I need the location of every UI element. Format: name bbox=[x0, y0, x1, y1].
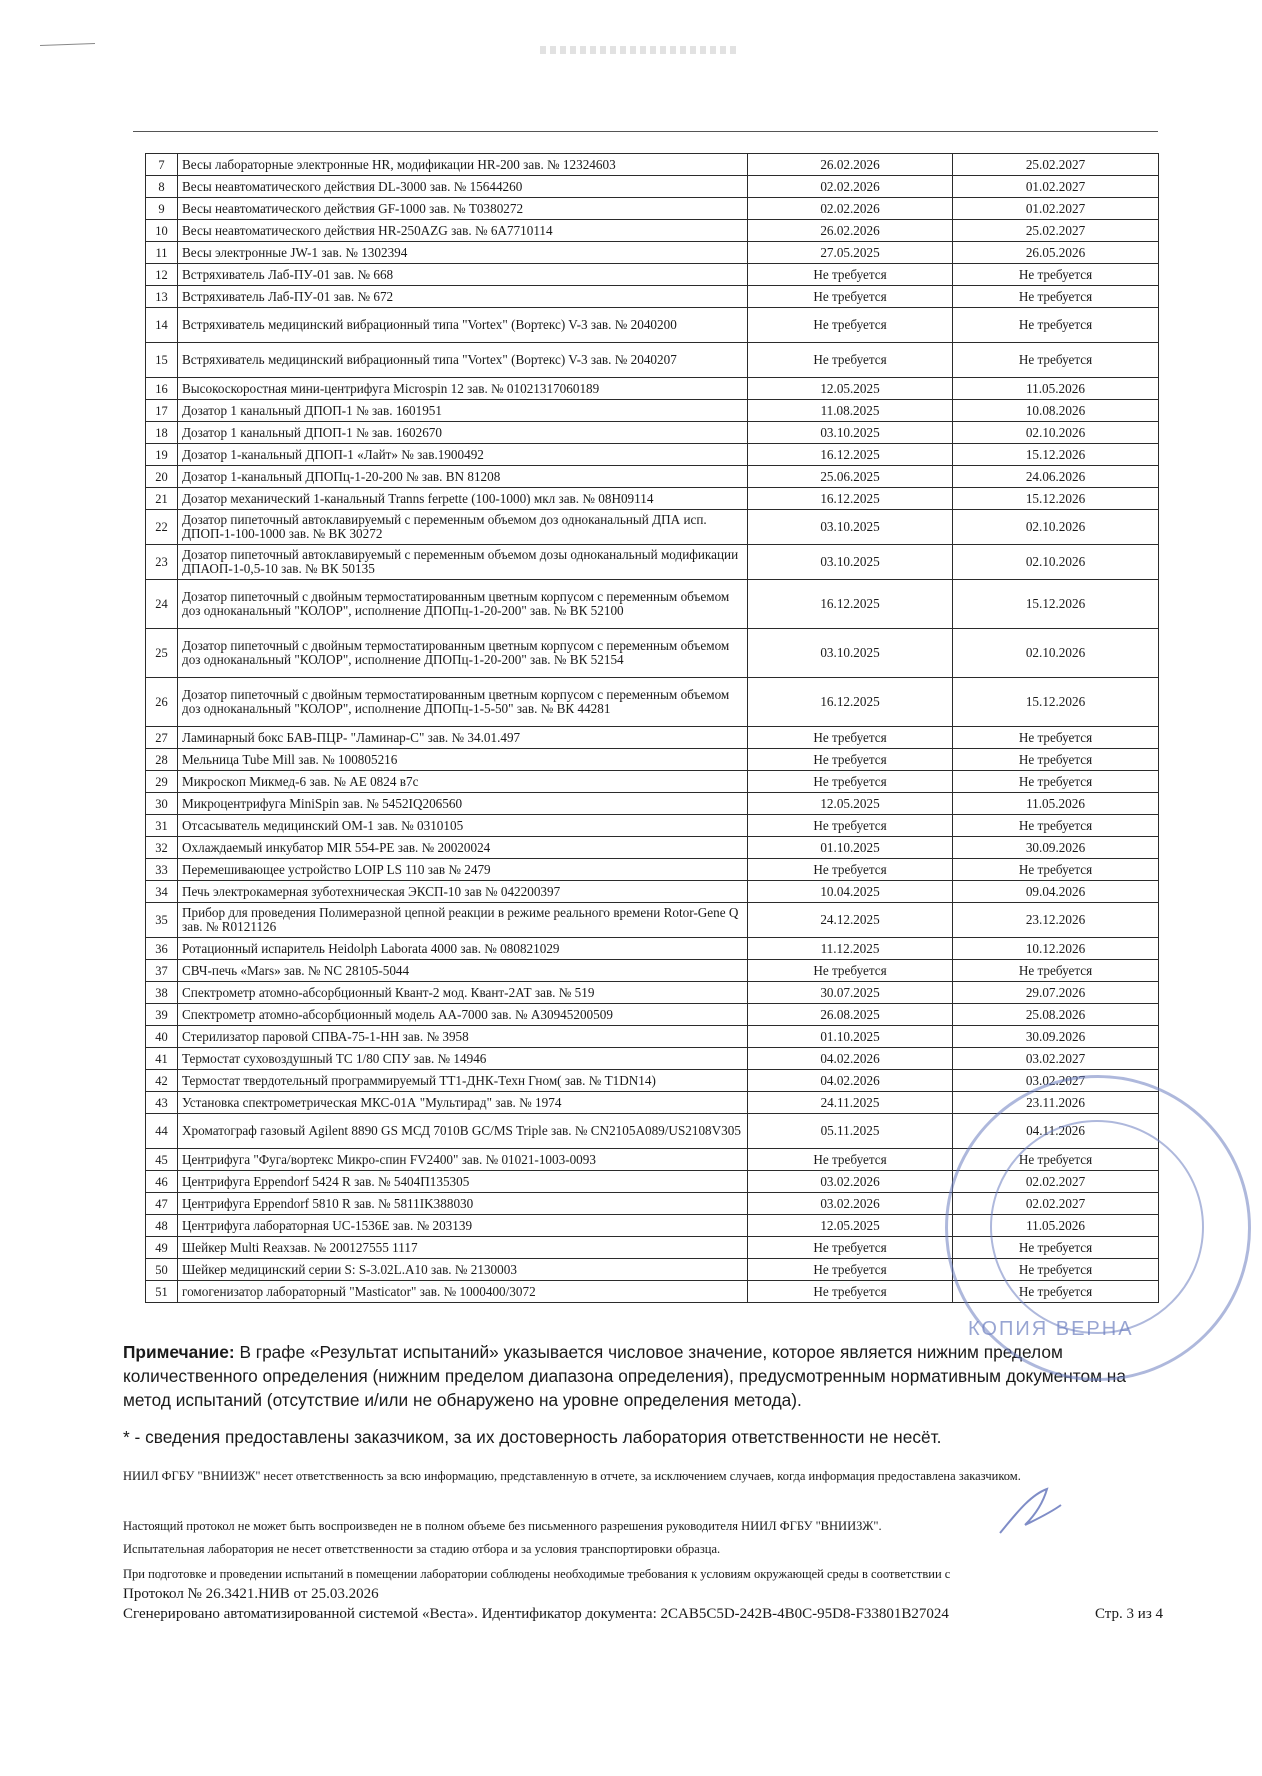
equipment-name: Центрифуга "Фуга/вортекс Микро-спин FV2400" зав. № 01021-1003-0093 bbox=[178, 1149, 748, 1171]
next-verification-date: 02.02.2027 bbox=[953, 1193, 1159, 1215]
equipment-name: Весы электронные JW-1 зав. № 1302394 bbox=[178, 242, 748, 264]
next-verification-date: Не требуется bbox=[953, 771, 1159, 793]
next-verification-date: Не требуется bbox=[953, 749, 1159, 771]
copy-stamp: КОПИЯ ВЕРНА bbox=[968, 1318, 1134, 1340]
verification-date: 05.11.2025 bbox=[748, 1114, 953, 1149]
verification-date: 11.12.2025 bbox=[748, 938, 953, 960]
table-row bbox=[146, 859, 1159, 881]
verification-date: 02.02.2026 bbox=[748, 176, 953, 198]
row-number: 39 bbox=[146, 1004, 178, 1026]
next-verification-date: 29.07.2026 bbox=[953, 982, 1159, 1004]
equipment-table bbox=[145, 153, 1159, 1303]
table-row bbox=[146, 982, 1159, 1004]
scan-artifact-blur bbox=[540, 46, 740, 54]
table-row bbox=[146, 510, 1159, 545]
row-number: 22 bbox=[146, 510, 178, 545]
equipment-name: Встряхиватель медицинский вибрационный типа "Vortex" (Вортекс) V-3 зав. № 2040200 bbox=[178, 308, 748, 343]
row-number: 10 bbox=[146, 220, 178, 242]
verification-date: 12.05.2025 bbox=[748, 378, 953, 400]
equipment-name: Шейкер Multi Reaxзав. № 200127555 1117 bbox=[178, 1237, 748, 1259]
equipment-name: Весы лабораторные электронные HR, модификации HR-200 зав. № 12324603 bbox=[178, 154, 748, 176]
table-row bbox=[146, 444, 1159, 466]
verification-date: Не требуется bbox=[748, 286, 953, 308]
equipment-name: Дозатор 1-канальный ДПОПц-1-20-200 № зав. BN 81208 bbox=[178, 466, 748, 488]
verification-date: 03.02.2026 bbox=[748, 1193, 953, 1215]
footer-line bbox=[123, 1606, 1163, 1623]
verification-date: 03.10.2025 bbox=[748, 545, 953, 580]
equipment-name: Микроскоп Микмед-6 зав. № AE 0824 в7с bbox=[178, 771, 748, 793]
row-number: 19 bbox=[146, 444, 178, 466]
equipment-name: Прибор для проведения Полимеразной цепной реакции в режиме реального времени Rotor-Gene Q зав. № R0121126 bbox=[178, 903, 748, 938]
table-row bbox=[146, 154, 1159, 176]
next-verification-date: 10.12.2026 bbox=[953, 938, 1159, 960]
next-verification-date: 11.05.2026 bbox=[953, 378, 1159, 400]
next-verification-date: Не требуется bbox=[953, 1149, 1159, 1171]
next-verification-date: 24.06.2026 bbox=[953, 466, 1159, 488]
row-number: 51 bbox=[146, 1281, 178, 1303]
table-row bbox=[146, 242, 1159, 264]
table-row bbox=[146, 837, 1159, 859]
verification-date: Не требуется bbox=[748, 308, 953, 343]
table-row bbox=[146, 176, 1159, 198]
table-row bbox=[146, 771, 1159, 793]
verification-date: Не требуется bbox=[748, 727, 953, 749]
verification-date: 26.02.2026 bbox=[748, 220, 953, 242]
table-row bbox=[146, 198, 1159, 220]
verification-date: 01.10.2025 bbox=[748, 1026, 953, 1048]
table-row bbox=[146, 466, 1159, 488]
table-row bbox=[146, 343, 1159, 378]
table-row bbox=[146, 378, 1159, 400]
equipment-name: Шейкер медицинский серии S: S-3.02L.A10 зав. № 2130003 bbox=[178, 1259, 748, 1281]
signature bbox=[995, 1485, 1065, 1540]
next-verification-date: 09.04.2026 bbox=[953, 881, 1159, 903]
verification-date: Не требуется bbox=[748, 749, 953, 771]
verification-date: 02.02.2026 bbox=[748, 198, 953, 220]
protocol-number: Протокол № 26.3421.НИВ от 25.03.2026 bbox=[123, 1586, 379, 1602]
equipment-name: Ламинарный бокс БАВ-ПЦР- "Ламинар-С" зав. № 34.01.497 bbox=[178, 727, 748, 749]
verification-date: 27.05.2025 bbox=[748, 242, 953, 264]
row-number: 37 bbox=[146, 960, 178, 982]
equipment-name: Стерилизатор паровой СПВА-75-1-НН зав. № 3958 bbox=[178, 1026, 748, 1048]
verification-date: 24.11.2025 bbox=[748, 1092, 953, 1114]
next-verification-date: 23.11.2026 bbox=[953, 1092, 1159, 1114]
verification-date: Не требуется bbox=[748, 1281, 953, 1303]
next-verification-date: 02.10.2026 bbox=[953, 545, 1159, 580]
verification-date: 26.02.2026 bbox=[748, 154, 953, 176]
next-verification-date: 03.02.2027 bbox=[953, 1070, 1159, 1092]
row-number: 33 bbox=[146, 859, 178, 881]
table-row bbox=[146, 1114, 1159, 1149]
next-verification-date: 25.02.2027 bbox=[953, 154, 1159, 176]
page-number: Стр. 3 из 4 bbox=[1095, 1606, 1163, 1622]
verification-date: Не требуется bbox=[748, 1259, 953, 1281]
row-number: 47 bbox=[146, 1193, 178, 1215]
next-verification-date: 02.10.2026 bbox=[953, 510, 1159, 545]
table-row bbox=[146, 1149, 1159, 1171]
table-row bbox=[146, 580, 1159, 629]
verification-date: 16.12.2025 bbox=[748, 444, 953, 466]
row-number: 36 bbox=[146, 938, 178, 960]
table-row bbox=[146, 1070, 1159, 1092]
next-verification-date: Не требуется bbox=[953, 1259, 1159, 1281]
row-number: 43 bbox=[146, 1092, 178, 1114]
next-verification-date: 03.02.2027 bbox=[953, 1048, 1159, 1070]
table-row bbox=[146, 938, 1159, 960]
row-number: 34 bbox=[146, 881, 178, 903]
row-number: 45 bbox=[146, 1149, 178, 1171]
equipment-name: Спектрометр атомно-абсорбционный модель АА-7000 зав. № A30945200509 bbox=[178, 1004, 748, 1026]
verification-date: 24.12.2025 bbox=[748, 903, 953, 938]
next-verification-date: Не требуется bbox=[953, 859, 1159, 881]
table-row bbox=[146, 1281, 1159, 1303]
row-number: 26 bbox=[146, 678, 178, 727]
verification-date: Не требуется bbox=[748, 771, 953, 793]
row-number: 50 bbox=[146, 1259, 178, 1281]
verification-date: Не требуется bbox=[748, 859, 953, 881]
next-verification-date: Не требуется bbox=[953, 727, 1159, 749]
table-row bbox=[146, 881, 1159, 903]
equipment-name: Встряхиватель Лаб-ПУ-01 зав. № 668 bbox=[178, 264, 748, 286]
table-row bbox=[146, 727, 1159, 749]
equipment-name: Дозатор 1 канальный ДПОП-1 № зав. 1602670 bbox=[178, 422, 748, 444]
row-number: 16 bbox=[146, 378, 178, 400]
note-label: Примечание: bbox=[123, 1342, 235, 1362]
table-row bbox=[146, 1004, 1159, 1026]
table-row bbox=[146, 1171, 1159, 1193]
row-number: 49 bbox=[146, 1237, 178, 1259]
equipment-name: Отсасыватель медицинский ОМ-1 зав. № 0310105 bbox=[178, 815, 748, 837]
next-verification-date: 30.09.2026 bbox=[953, 837, 1159, 859]
row-number: 42 bbox=[146, 1070, 178, 1092]
table-row bbox=[146, 1092, 1159, 1114]
table-row bbox=[146, 903, 1159, 938]
row-number: 41 bbox=[146, 1048, 178, 1070]
equipment-name: Весы неавтоматического действия DL-3000 зав. № 15644260 bbox=[178, 176, 748, 198]
verification-date: Не требуется bbox=[748, 343, 953, 378]
equipment-name: Центрифуга Eppendorf 5424 R зав. № 5404П135305 bbox=[178, 1171, 748, 1193]
next-verification-date: 04.11.2026 bbox=[953, 1114, 1159, 1149]
next-verification-date: 30.09.2026 bbox=[953, 1026, 1159, 1048]
table-row bbox=[146, 308, 1159, 343]
next-verification-date: Не требуется bbox=[953, 815, 1159, 837]
equipment-name: Мельница Tube Mill зав. № 100805216 bbox=[178, 749, 748, 771]
customer-data-note: * - сведения предоставлены заказчиком, за их достоверность лаборатория ответственности не несёт. bbox=[123, 1427, 942, 1447]
verification-date: 03.10.2025 bbox=[748, 629, 953, 678]
row-number: 21 bbox=[146, 488, 178, 510]
next-verification-date: 01.02.2027 bbox=[953, 176, 1159, 198]
row-number: 25 bbox=[146, 629, 178, 678]
disclaimer-reproduction: Настоящий протокол не может быть воспроизведен не в полном объеме без письменного разрешения руководителя НИИЛ ФГБУ "ВНИИЗЖ". bbox=[123, 1519, 882, 1533]
equipment-name: Дозатор пипеточный автоклавируемый с переменным объемом доз одноканальный ДПА исп. ДПОП-1-100-1000 зав. № ВК 30272 bbox=[178, 510, 748, 545]
equipment-name: Весы неавтоматического действия HR-250AZG зав. № 6A7710114 bbox=[178, 220, 748, 242]
table-row bbox=[146, 220, 1159, 242]
row-number: 14 bbox=[146, 308, 178, 343]
next-verification-date: 15.12.2026 bbox=[953, 580, 1159, 629]
equipment-name: Высокоскоростная мини-центрифуга Microspin 12 зав. № 01021317060189 bbox=[178, 378, 748, 400]
row-number: 18 bbox=[146, 422, 178, 444]
equipment-name: гомогенизатор лабораторный "Masticator" зав. № 1000400/3072 bbox=[178, 1281, 748, 1303]
row-number: 23 bbox=[146, 545, 178, 580]
next-verification-date: 02.10.2026 bbox=[953, 629, 1159, 678]
verification-date: 25.06.2025 bbox=[748, 466, 953, 488]
table-row bbox=[146, 264, 1159, 286]
table-row bbox=[146, 286, 1159, 308]
row-number: 8 bbox=[146, 176, 178, 198]
verification-date: Не требуется bbox=[748, 960, 953, 982]
equipment-name: Охлаждаемый инкубатор MIR 554-PE зав. № 20020024 bbox=[178, 837, 748, 859]
table-row bbox=[146, 1215, 1159, 1237]
table-row bbox=[146, 1193, 1159, 1215]
row-number: 15 bbox=[146, 343, 178, 378]
equipment-name: Весы неавтоматического действия GF-1000 зав. № T0380272 bbox=[178, 198, 748, 220]
next-verification-date: 15.12.2026 bbox=[953, 678, 1159, 727]
verification-date: 10.04.2025 bbox=[748, 881, 953, 903]
row-number: 24 bbox=[146, 580, 178, 629]
row-number: 17 bbox=[146, 400, 178, 422]
verification-date: Не требуется bbox=[748, 1149, 953, 1171]
next-verification-date: Не требуется bbox=[953, 960, 1159, 982]
equipment-name: Дозатор механический 1-канальный Tranns ferpette (100-1000) мкл зав. № 08H09114 bbox=[178, 488, 748, 510]
row-number: 46 bbox=[146, 1171, 178, 1193]
equipment-name: Микроцентрифуга MiniSpin зав. № 5452IQ206560 bbox=[178, 793, 748, 815]
verification-date: Не требуется bbox=[748, 264, 953, 286]
next-verification-date: 25.02.2027 bbox=[953, 220, 1159, 242]
equipment-name: Перемешивающее устройство LOIP LS 110 зав № 2479 bbox=[178, 859, 748, 881]
row-number: 32 bbox=[146, 837, 178, 859]
row-number: 29 bbox=[146, 771, 178, 793]
equipment-name: Дозатор 1 канальный ДПОП-1 № зав. 1601951 bbox=[178, 400, 748, 422]
next-verification-date: 02.02.2027 bbox=[953, 1171, 1159, 1193]
row-number: 30 bbox=[146, 793, 178, 815]
verification-date: 16.12.2025 bbox=[748, 678, 953, 727]
equipment-name: Спектрометр атомно-абсорбционный Квант-2 мод. Квант-2АТ зав. № 519 bbox=[178, 982, 748, 1004]
equipment-name: Дозатор пипеточный с двойным термостатированным цветным корпусом с переменным объемом доз одноканальный "КОЛОР", исполнение ДПОПц-1-20-200" зав. № ВК 52154 bbox=[178, 629, 748, 678]
table-row bbox=[146, 488, 1159, 510]
table-row bbox=[146, 1259, 1159, 1281]
row-number: 31 bbox=[146, 815, 178, 837]
table-row bbox=[146, 400, 1159, 422]
equipment-name: Встряхиватель медицинский вибрационный типа "Vortex" (Вортекс) V-3 зав. № 2040207 bbox=[178, 343, 748, 378]
equipment-name: Установка спектрометрическая МКС-01А "Мультирад" зав. № 1974 bbox=[178, 1092, 748, 1114]
verification-date: 01.10.2025 bbox=[748, 837, 953, 859]
row-number: 12 bbox=[146, 264, 178, 286]
next-verification-date: Не требуется bbox=[953, 1281, 1159, 1303]
equipment-name: СВЧ-печь «Mars» зав. № NC 28105-5044 bbox=[178, 960, 748, 982]
equipment-name: Центрифуга Eppendorf 5810 R зав. № 5811IK388030 bbox=[178, 1193, 748, 1215]
next-verification-date: 15.12.2026 bbox=[953, 444, 1159, 466]
table-row bbox=[146, 793, 1159, 815]
next-verification-date: Не требуется bbox=[953, 264, 1159, 286]
note-text: В графе «Результат испытаний» указывается числовое значение, которое является нижним пределом количественного определения (нижним пределом диапазона определения), предусмотренным нормативным документом на метод испытаний (отсутствие и/или не обнаружено на уровне определения метода). bbox=[123, 1342, 1126, 1410]
equipment-name: Дозатор пипеточный автоклавируемый с переменным объемом дозы одноканальный модификации ДПАОП-1-0,5-10 зав. № ВК 50135 bbox=[178, 545, 748, 580]
row-number: 13 bbox=[146, 286, 178, 308]
table-row bbox=[146, 960, 1159, 982]
row-number: 38 bbox=[146, 982, 178, 1004]
next-verification-date: 10.08.2026 bbox=[953, 400, 1159, 422]
equipment-name: Печь электрокамерная зуботехническая ЭКСП-10 зав № 042200397 bbox=[178, 881, 748, 903]
equipment-table-body bbox=[146, 154, 1159, 1303]
table-row bbox=[146, 815, 1159, 837]
disclaimer-sampling: Испытательная лаборатория не несет ответственности за стадию отбора и за условия транспортировки образца. bbox=[123, 1542, 721, 1556]
table-row bbox=[146, 749, 1159, 771]
verification-date: 30.07.2025 bbox=[748, 982, 953, 1004]
equipment-name: Ротационный испаритель Heidolph Laborata 4000 зав. № 080821029 bbox=[178, 938, 748, 960]
next-verification-date: 15.12.2026 bbox=[953, 488, 1159, 510]
note-paragraph bbox=[123, 1340, 1168, 1412]
row-number: 48 bbox=[146, 1215, 178, 1237]
equipment-name: Встряхиватель Лаб-ПУ-01 зав. № 672 bbox=[178, 286, 748, 308]
verification-date: Не требуется bbox=[748, 1237, 953, 1259]
next-verification-date: 01.02.2027 bbox=[953, 198, 1159, 220]
next-verification-date: 26.05.2026 bbox=[953, 242, 1159, 264]
verification-date: 11.08.2025 bbox=[748, 400, 953, 422]
table-row bbox=[146, 422, 1159, 444]
verification-date: 16.12.2025 bbox=[748, 580, 953, 629]
scan-artifact bbox=[40, 43, 95, 46]
generated-by: Сгенерировано автоматизированной системой «Веста». Идентификатор документа: 2CAB5C5D-242B-4B0C-95D8-F33801B27024 bbox=[123, 1606, 949, 1622]
equipment-name: Термостат твердотельный программируемый ТТ1-ДНК-Техн Гном( зав. № T1DN14) bbox=[178, 1070, 748, 1092]
row-number: 9 bbox=[146, 198, 178, 220]
equipment-name: Хроматограф газовый Agilent 8890 GS МСД 7010B GC/MS Triple зав. № CN2105A089/US2108V305 bbox=[178, 1114, 748, 1149]
disclaimer-environment: При подготовке и проведении испытаний в помещении лаборатории соблюдены необходимые требования к условиям окружающей среды в соответствии с bbox=[123, 1567, 951, 1581]
disclaimer-responsibility: НИИЛ ФГБУ "ВНИИЗЖ" несет ответственность за всю информацию, представленную в отчете, за исключением случаев, когда информация предоставлена заказчиком. bbox=[123, 1469, 1021, 1483]
equipment-name: Дозатор пипеточный с двойным термостатированным цветным корпусом с переменным объемом доз одноканальный "КОЛОР", исполнение ДПОПц-1-5-50" зав. № ВК 44281 bbox=[178, 678, 748, 727]
table-row bbox=[146, 678, 1159, 727]
table-row bbox=[146, 1048, 1159, 1070]
next-verification-date: 25.08.2026 bbox=[953, 1004, 1159, 1026]
next-verification-date: 02.10.2026 bbox=[953, 422, 1159, 444]
row-number: 44 bbox=[146, 1114, 178, 1149]
equipment-name: Центрифуга лабораторная UC-1536E зав. № 203139 bbox=[178, 1215, 748, 1237]
verification-date: 16.12.2025 bbox=[748, 488, 953, 510]
verification-date: 12.05.2025 bbox=[748, 793, 953, 815]
next-verification-date: Не требуется bbox=[953, 286, 1159, 308]
table-row bbox=[146, 1237, 1159, 1259]
header-rule bbox=[133, 131, 1158, 132]
row-number: 28 bbox=[146, 749, 178, 771]
verification-date: 26.08.2025 bbox=[748, 1004, 953, 1026]
equipment-name: Дозатор 1-канальный ДПОП-1 «Лайт» № зав.1900492 bbox=[178, 444, 748, 466]
next-verification-date: 11.05.2026 bbox=[953, 1215, 1159, 1237]
next-verification-date: 11.05.2026 bbox=[953, 793, 1159, 815]
row-number: 11 bbox=[146, 242, 178, 264]
verification-date: 04.02.2026 bbox=[748, 1070, 953, 1092]
row-number: 35 bbox=[146, 903, 178, 938]
table-row bbox=[146, 1026, 1159, 1048]
table-row bbox=[146, 629, 1159, 678]
verification-date: Не требуется bbox=[748, 815, 953, 837]
equipment-name: Дозатор пипеточный с двойным термостатированным цветным корпусом с переменным объемом доз одноканальный "КОЛОР", исполнение ДПОПц-1-20-200" зав. № ВК 52100 bbox=[178, 580, 748, 629]
verification-date: 04.02.2026 bbox=[748, 1048, 953, 1070]
verification-date: 03.10.2025 bbox=[748, 422, 953, 444]
row-number: 20 bbox=[146, 466, 178, 488]
verification-date: 12.05.2025 bbox=[748, 1215, 953, 1237]
next-verification-date: Не требуется bbox=[953, 308, 1159, 343]
row-number: 40 bbox=[146, 1026, 178, 1048]
equipment-name: Термостат суховоздушный ТС 1/80 СПУ зав. № 14946 bbox=[178, 1048, 748, 1070]
row-number: 7 bbox=[146, 154, 178, 176]
verification-date: 03.10.2025 bbox=[748, 510, 953, 545]
next-verification-date: 23.12.2026 bbox=[953, 903, 1159, 938]
next-verification-date: Не требуется bbox=[953, 343, 1159, 378]
row-number: 27 bbox=[146, 727, 178, 749]
next-verification-date: Не требуется bbox=[953, 1237, 1159, 1259]
verification-date: 03.02.2026 bbox=[748, 1171, 953, 1193]
table-row bbox=[146, 545, 1159, 580]
